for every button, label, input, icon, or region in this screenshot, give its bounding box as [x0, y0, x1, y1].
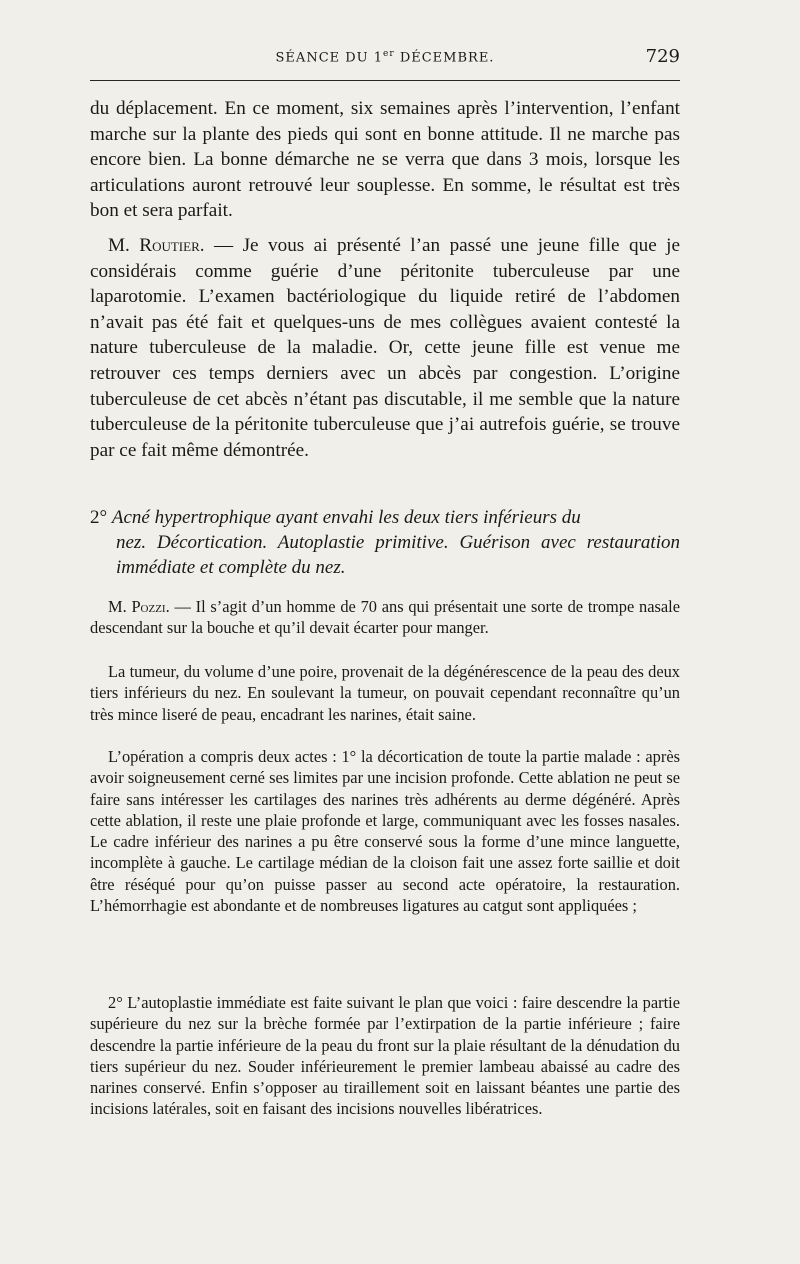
paragraph-autoplastie: 2° L’autoplastie immédiate est faite suivant le plan que voici : faire descendre la partie supérieure du nez sur la brèche formée par l’extirpation de la partie inférieure ; faire descendre la partie inférieure de la peau du front sur la plaie résultant de la dénudation du tiers supérieur du nez. Souder inférieurement le premier lambeau abaissé au cadre des narines conservé. Enfin s’opposer au tiraillement soit en laissant béantes une partie des incisions latérales, soit en faisant des incisions nouvelles libératrices.	[90, 993, 680, 1119]
section-heading: 2° Acné hypertrophique ayant envahi les deux tiers inférieurs du nez. Décortication. Autoplastie primitive. Guérison avec restauration immédiate et complète du nez.	[90, 507, 680, 578]
paragraph-routier: M. Routier. — Je vous ai présenté l’an passé une jeune fille que je considérais comme guérie d’une péritonite tuberculeuse par une laparotomie. L’examen bactériologique du liquide retiré de l’abdomen n’avait pas été fait et quelques-uns de mes collègues avaient contesté la nature tuberculeuse de la maladie. Or, cette jeune fille est venue me retrouver ces temps derniers avec un abcès par congestion. L’origine tuberculeuse de cet abcès n’étant pas discutable, il me semble que la nature tuberculeuse de la péritonite tuberculeuse que j’ai autrefois guérie, se trouve par ce fait même démontrée.	[90, 235, 680, 461]
speaker-name: M. Pozzi.	[108, 597, 170, 616]
header-title: SÉANCE DU 1er DÉCEMBRE.	[275, 49, 495, 66]
paragraph-operation: L’opération a compris deux actes : 1° la décortication de toute la partie malade : après avoir soigneusement cerné ses limites par une incision profonde. Cette ablation ne peut se faire sans intéresser les cartilages des narines très adhérents au derme dégénéré. Après cette ablation, il reste une plaie profonde et large, communiquant avec les fosses nasales. Le cadre inférieur des narines a pu être conservé sous la forme d’une mince languette, incomplète à gauche. Le cartilage médian de la cloison fait une assez forte saillie et doit être réséqué pour qu’on puisse passer au second acte opératoire, la restauration. L’hémorrhagie est abondante et de nombreuses ligatures au catgut sont appliquées ;	[90, 747, 680, 916]
paragraph-pozzi: M. Pozzi. — Il s’agit d’un homme de 70 ans qui présentait une sorte de trompe nasale descendant sur la bouche et qu’il devait écarter pour manger.	[90, 597, 680, 638]
header-rule	[90, 80, 680, 81]
paragraph-tumeur: La tumeur, du volume d’une poire, provenait de la dégénérescence de la peau des deux tiers inférieurs du nez. En soulevant la tumeur, on pouvait cependant reconnaître qu’un très mince liseré de peau, encadrant les narines, était saine.	[90, 662, 680, 724]
page-number: 729	[645, 46, 680, 67]
running-header	[90, 46, 680, 72]
speaker-name: M. Routier.	[108, 235, 205, 256]
paragraph-continuation: du déplacement. En ce moment, six semaines après l’intervention, l’enfant marche sur la plante des pieds qui sont en bonne attitude. Il ne marche pas encore bien. La bonne démarche ne se verra que dans 3 mois, lorsque les articulations auront retrouvé leur souplesse. En somme, le résultat est très bon et sera parfait.	[90, 98, 680, 222]
